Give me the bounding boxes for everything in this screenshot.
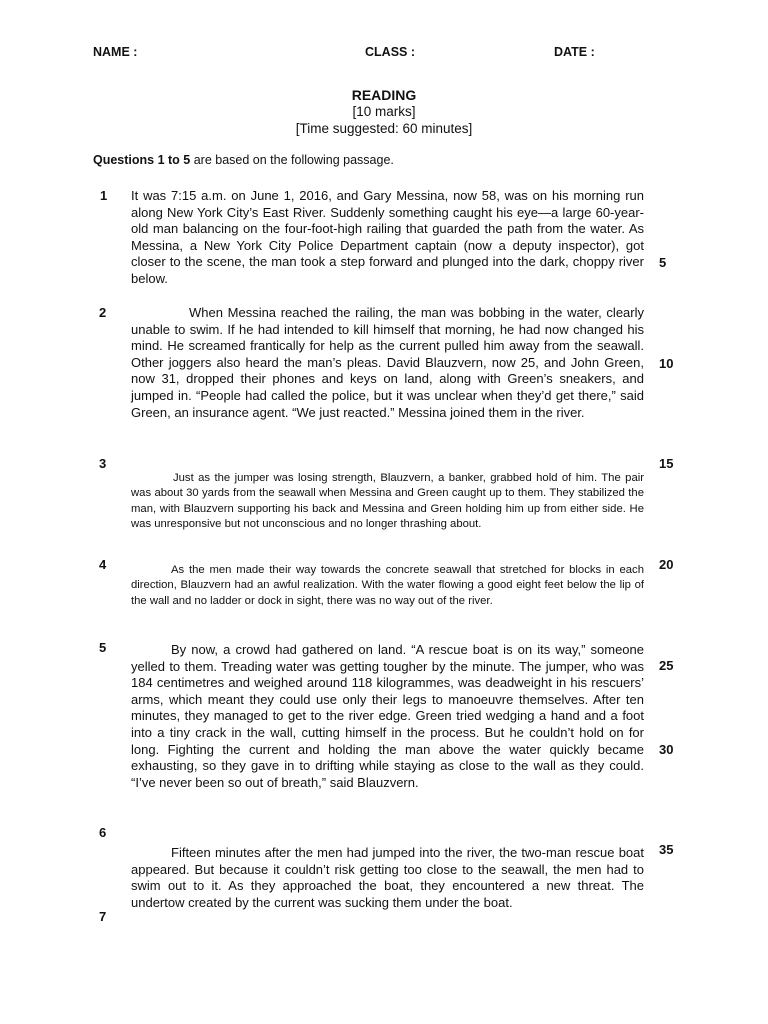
paragraph-number-1: 1 bbox=[100, 188, 108, 203]
name-label: NAME : bbox=[93, 45, 138, 59]
instruction-bold: Questions 1 to 5 bbox=[93, 153, 191, 167]
passage-paragraph-3: Just as the jumper was losing strength, Blauzvern, a banker, grabbed hold of him. The pair was about 30 yards from the seawall when Messina and Green caught up to them. They stabilized the man, with Blauzvern supporting his back and Messina and Green holding him up from either side. He was unresponsive but not unconscious and no longer thrashing about. bbox=[131, 472, 644, 531]
line-number-10: 10 bbox=[659, 356, 674, 371]
line-number-30: 30 bbox=[659, 742, 674, 757]
line-number-15: 15 bbox=[659, 456, 674, 471]
paragraph-number-6: 6 bbox=[99, 825, 107, 840]
section-title: READING bbox=[351, 87, 417, 103]
passage-paragraph-1: It was 7:15 a.m. on June 1, 2016, and Gary Messina, now 58, was on his morning run along New York City’s East River. Suddenly something caught his eye—a large 60-year-old man balancing on the four-foot-high railing that guarded the path from the water. As Messina, a New York City Police Department captain (now a deputy inspector), got closer to the scene, the man took a step forward and plunged into the dark, choppy river below. bbox=[131, 188, 644, 286]
passage-paragraph-2: When Messina reached the railing, the man was bobbing in the water, clearly unable to swim. If he had intended to kill himself that morning, he had now changed his mind. He screamed frantically for help as the current pulled him away from the seawall. Other joggers also heard the man’s pleas. David Blauzvern, now 25, and John Green, now 31, dropped their phones and keys on land, along with Green’s sneakers, and jumped in. “People had called the police, but it was unclear when they’d get there,” said Green, an insurance agent. “We just reacted.” Messina joined them in the river. bbox=[131, 305, 644, 420]
instruction-text bbox=[93, 153, 394, 167]
marks-text: [10 marks] bbox=[352, 104, 416, 119]
line-number-25: 25 bbox=[659, 658, 674, 673]
paragraph-number-5: 5 bbox=[99, 640, 107, 655]
instruction-rest: are based on the following passage. bbox=[190, 153, 394, 167]
line-number-20: 20 bbox=[659, 557, 674, 572]
passage-paragraph-4: As the men made their way towards the concrete seawall that stretched for blocks in each direction, Blauzvern had an awful realization. With the water flowing a good eight feet below the lip of the wall and no ladder or dock in sight, there was no way out of the river. bbox=[131, 564, 644, 607]
time-suggested-text: [Time suggested: 60 minutes] bbox=[295, 121, 473, 136]
paragraph-number-2: 2 bbox=[99, 305, 107, 320]
date-label: DATE : bbox=[554, 45, 595, 59]
paragraph-number-4: 4 bbox=[99, 557, 107, 572]
paragraph-number-3: 3 bbox=[99, 456, 107, 471]
passage-paragraph-5: By now, a crowd had gathered on land. “A rescue boat is on its way,” someone yelled to them. Treading water was getting tougher by the minute. The jumper, who was 184 centimetres and weighed around 118 kilogrammes, was deadweight in his rescuers’ arms, which meant they could use only their legs to manoeuvre themselves. After ten minutes, they managed to get to the river edge. Green tried wedging a hand and a foot into a tiny crack in the wall, cutting himself in the process. But he couldn’t hold on for long. Fighting the current and holding the man above the water quickly became exhausting, so they gave in to drifting while staying as close to the wall as they could. “I’ve never been so out of breath,” said Blauzvern. bbox=[131, 642, 644, 790]
line-number-35: 35 bbox=[659, 842, 674, 857]
passage-paragraph-6: Fifteen minutes after the men had jumped into the river, the two-man rescue boat appeared. But because it couldn’t risk getting too close to the seawall, the men had to swim out to it. As they approached the boat, they encountered a new threat. The undertow created by the current was sucking them under the boat. bbox=[131, 845, 644, 910]
line-number-5: 5 bbox=[659, 255, 667, 270]
class-label: CLASS : bbox=[365, 45, 415, 59]
paragraph-number-7: 7 bbox=[99, 909, 107, 924]
